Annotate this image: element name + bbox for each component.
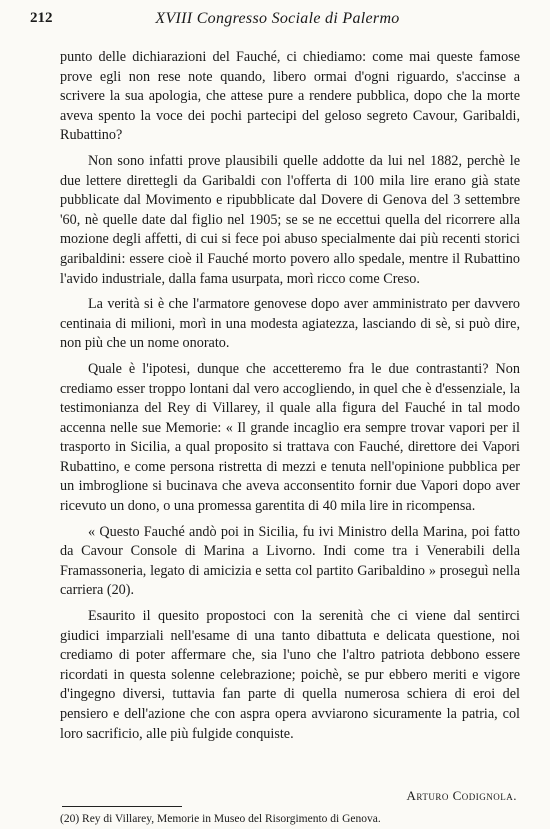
author-signature: Arturo Codignola.	[406, 788, 517, 803]
paragraph-6: Esaurito il quesito propostoci con la serenità che ci viene dal sentirci giudici imparziali nell'esame di una tanto dibattuta e delicata questione, noi crediamo di poter affermare che, sia l'uno che l'altro patriota debbono essere ricordati in questa solenne celebrazione; poichè, se pur ebbero meriti e vigore d'ingegno diversi, tuttavia fan parte di quella numerosa schiera di eroi del pensiero e dell'azione che con aspra opera avviarono sicuramente la patria, col loro sacrificio, alle più fulgide conquiste.	[60, 608, 520, 742]
paragraph-4: Quale è l'ipotesi, dunque che accetteremo fra le due contrastanti? Non crediamo esser troppo lontani dal vero accogliendo, in quel che è d'essenziale, la testimonianza del Rey di Villarey, il quale alla figura del Fauché in tal modo accenna nelle sue Memorie: « Il grande incaglio era sempre trovar vapori per il trasporto in Sicilia, a qual proposito si trattava con Fauché, direttore dei Vapori Rubattino, e come persona ristretta di mezzi e tenuta nell'opinione pubblica per un imbroglione si bucinava che aveva acconsentito fornir due Vapori dopo aver ricevuto un dono, o una promessa garentita di 40 mila lire in ricompensa.	[60, 360, 520, 515]
footnote-divider	[62, 806, 182, 807]
body-text	[60, 48, 520, 750]
page-header	[30, 10, 525, 30]
page-number: 212	[30, 10, 53, 26]
running-title: XVIII Congresso Sociale di Palermo	[155, 10, 400, 27]
paragraph-1: punto delle dichiarazioni del Fauché, ci chiediamo: come mai queste famose prove egli non rese note quando, libero ormai d'ogni riguardo, s'accinse a scrivere la sua apologia, che attese pure a rendere pubblica, dopo che la morte aveva spento la voce dei pochi partecipi del geloso segreto Cavour, Garibaldi, Rubattino?	[60, 49, 520, 144]
paragraph-2: Non sono infatti prove plausibili quelle addotte da lui nel 1882, perchè le due lettere direttegli da Garibaldi con l'offerta di 100 mila lire erano già state pubblicate dal Movimento e ripubblicate dal Dovere di Genova del 3 settembre '60, nè quelle date dal figlio nel 1905; se se ne eccettui quella del ricorrere alla mozione degli affetti, di cui si fece poi abuso specialmente dai più recenti storici garibaldini: essere cioè il Fauché morto povero allo spedale, mentre il Rubattino l'avido industriale, dalla fama usurpata, morì ricco come Creso.	[60, 152, 520, 287]
paragraph-5: « Questo Fauché andò poi in Sicilia, fu ivi Ministro della Marina, poi fatto da Cavour Console di Marina a Livorno. Indi come tra i Venerabili della Framassoneria, legato di amicizia e setta col partito Garibaldino » proseguì nella carriera (20).	[60, 523, 520, 599]
paragraph-3: La verità si è che l'armatore genovese dopo aver amministrato per davvero centinaia di milioni, morì in una modesta agiatezza, lasciando di sè, si può dire, non più che un nome onorato.	[60, 296, 520, 352]
footnote: (20) Rey di Villarey, Memorie in Museo del Risorgimento di Genova.	[60, 813, 381, 825]
